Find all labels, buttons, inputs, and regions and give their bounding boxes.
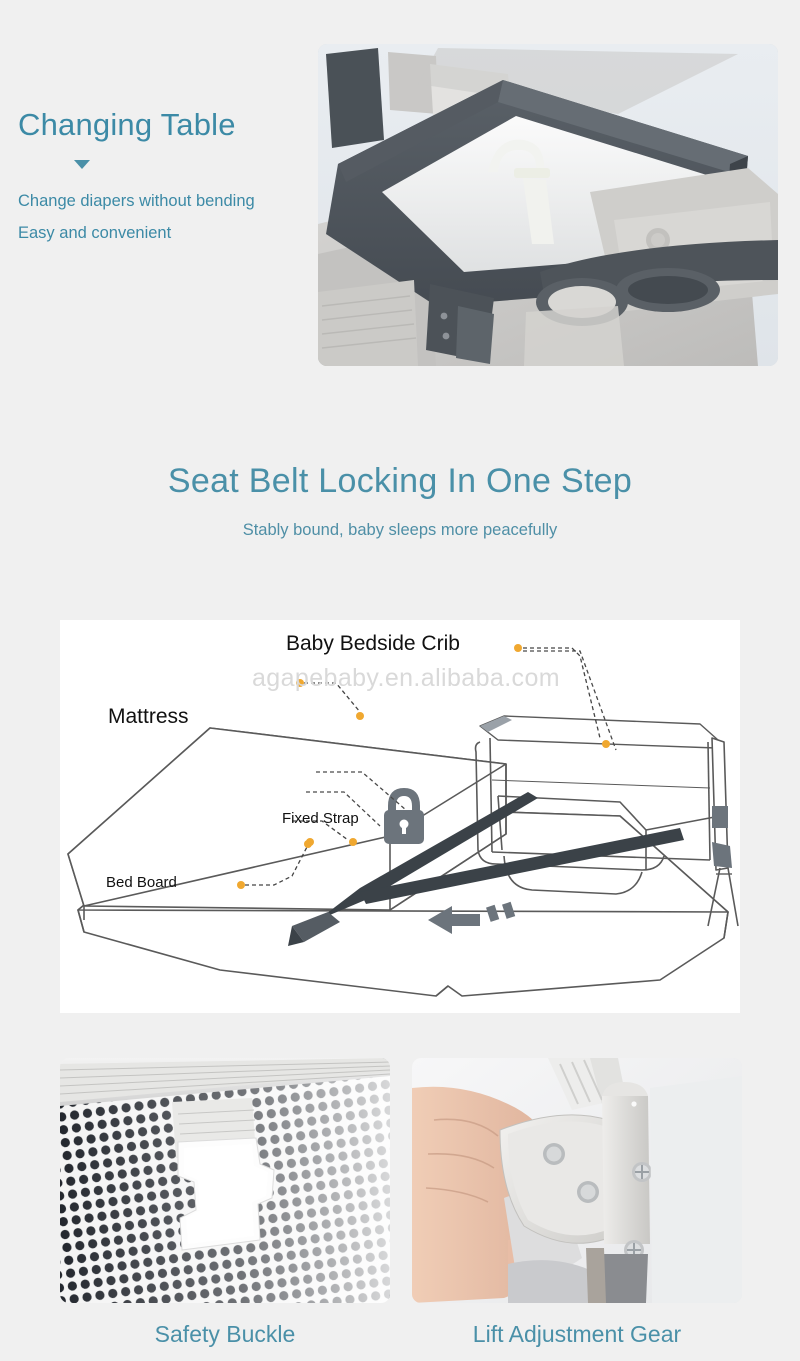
card-lift-adjustment-gear xyxy=(412,1058,742,1348)
page-subtitle: Stably bound, baby sleeps more peacefully xyxy=(242,521,558,539)
card-label-lift-adjustment-gear: Lift Adjustment Gear xyxy=(472,1321,682,1347)
card-label-safety-buckle: Safety Buckle xyxy=(154,1321,296,1347)
changing-table-subtitle-line2: Easy and convenient xyxy=(18,224,172,243)
diagram-label-baby-bedside-crib: Baby Bedside Crib xyxy=(286,632,460,655)
lift-adjustment-gear-photo xyxy=(412,1058,742,1303)
watermark: agapebaby.en.alibaba.com xyxy=(252,664,560,692)
triangle-down-icon xyxy=(74,160,90,169)
changing-table-subtitle-line1: Change diapers without bending xyxy=(18,192,255,211)
card-safety-buckle xyxy=(60,1058,390,1348)
changing-table-title: Changing Table xyxy=(18,107,236,142)
page-title: Seat Belt Locking In One Step xyxy=(167,462,633,500)
diagram-label-fixed-strap: Fixed Strap xyxy=(282,810,359,827)
changing-table-text-block xyxy=(18,108,318,249)
changing-table-photo xyxy=(318,44,778,366)
changing-table-subtitle xyxy=(18,185,318,249)
seat-belt-heading-block xyxy=(0,462,800,540)
feature-cards xyxy=(0,1058,800,1358)
diagram-label-mattress: Mattress xyxy=(108,705,189,728)
safety-buckle-photo xyxy=(60,1058,390,1303)
diagram-label-bed-board: Bed Board xyxy=(106,874,177,891)
